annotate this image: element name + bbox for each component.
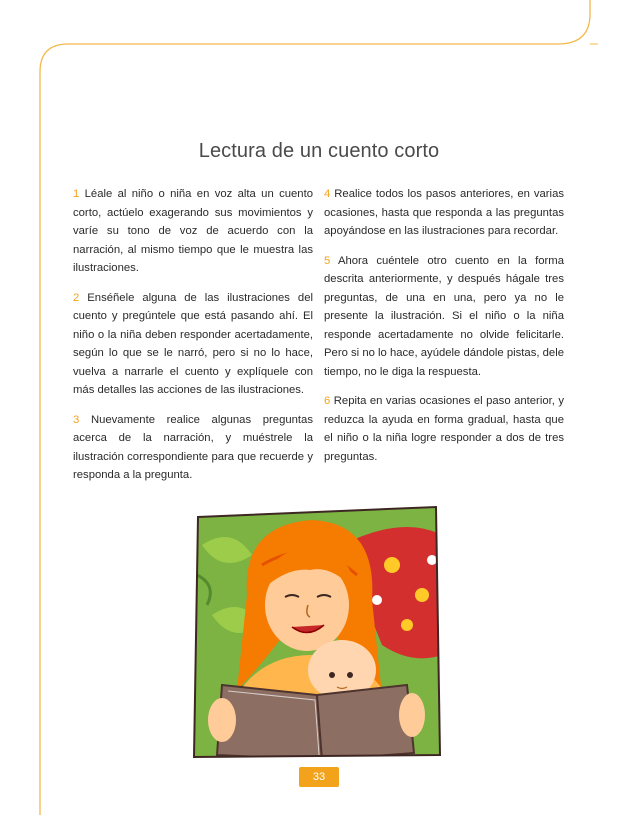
step-text: Nuevamente realice algunas preguntas acerca de la narración, y muéstrele la ilustración correspondiente para que recuerde y responda a la pregunta.: [73, 413, 313, 481]
step-1: [73, 185, 313, 278]
step-4: [324, 185, 564, 241]
step-5: [324, 252, 564, 382]
left-column: [73, 185, 313, 496]
step-text: Enséñele alguna de las ilustraciones del cuento y pregúntele que está pasando ahí. El niño o la niña deben responder acertadamente, según lo que se le narró, pero si no lo hace, vuelva a narrarle el cuento y explíquele con más detalles las acciones de las ilustraciones.: [73, 291, 313, 396]
step-number: 6: [324, 395, 331, 407]
mother-reading-illustration: [192, 505, 442, 763]
step-number: 5: [324, 254, 331, 267]
step-text: Ahora cuéntele otro cuento en la forma descrita anteriormente, y después hágale tres preguntas, de una en una, pero ya no le presente la ilustración. Si el niño o la niña responde acertadamente no olvide felicitarle. Pero si no lo hace, ayúdele dándole pistas, dele tiempo, no le diga la respuesta.: [324, 254, 564, 378]
page-number: 33: [299, 767, 339, 787]
step-text: Realice todos los pasos anteriores, en varias ocasiones, hasta que responda a las preguntas apoyándose en las ilustraciones para recordar.: [324, 188, 564, 237]
step-number: 2: [73, 291, 80, 304]
step-number: 4: [324, 188, 331, 200]
page-title: Lectura de un cuento corto: [198, 140, 440, 162]
step-number: 3: [73, 413, 80, 426]
step-number: 1: [73, 188, 80, 200]
step-6: [324, 392, 564, 466]
step-text: Léale al niño o niña en voz alta un cuento corto, actúelo exagerando sus movimientos y varíe su tono de voz de acuerdo con la narración, al mismo tiempo que le muestra las ilustraciones.: [73, 188, 313, 274]
right-column: [324, 185, 564, 477]
step-3: [73, 411, 313, 485]
step-2: [73, 289, 313, 400]
step-text: Repita en varias ocasiones el paso anterior, y reduzca la ayuda en forma gradual, hasta que el niño o la niña logre responder a dos de tres preguntas.: [324, 395, 564, 463]
